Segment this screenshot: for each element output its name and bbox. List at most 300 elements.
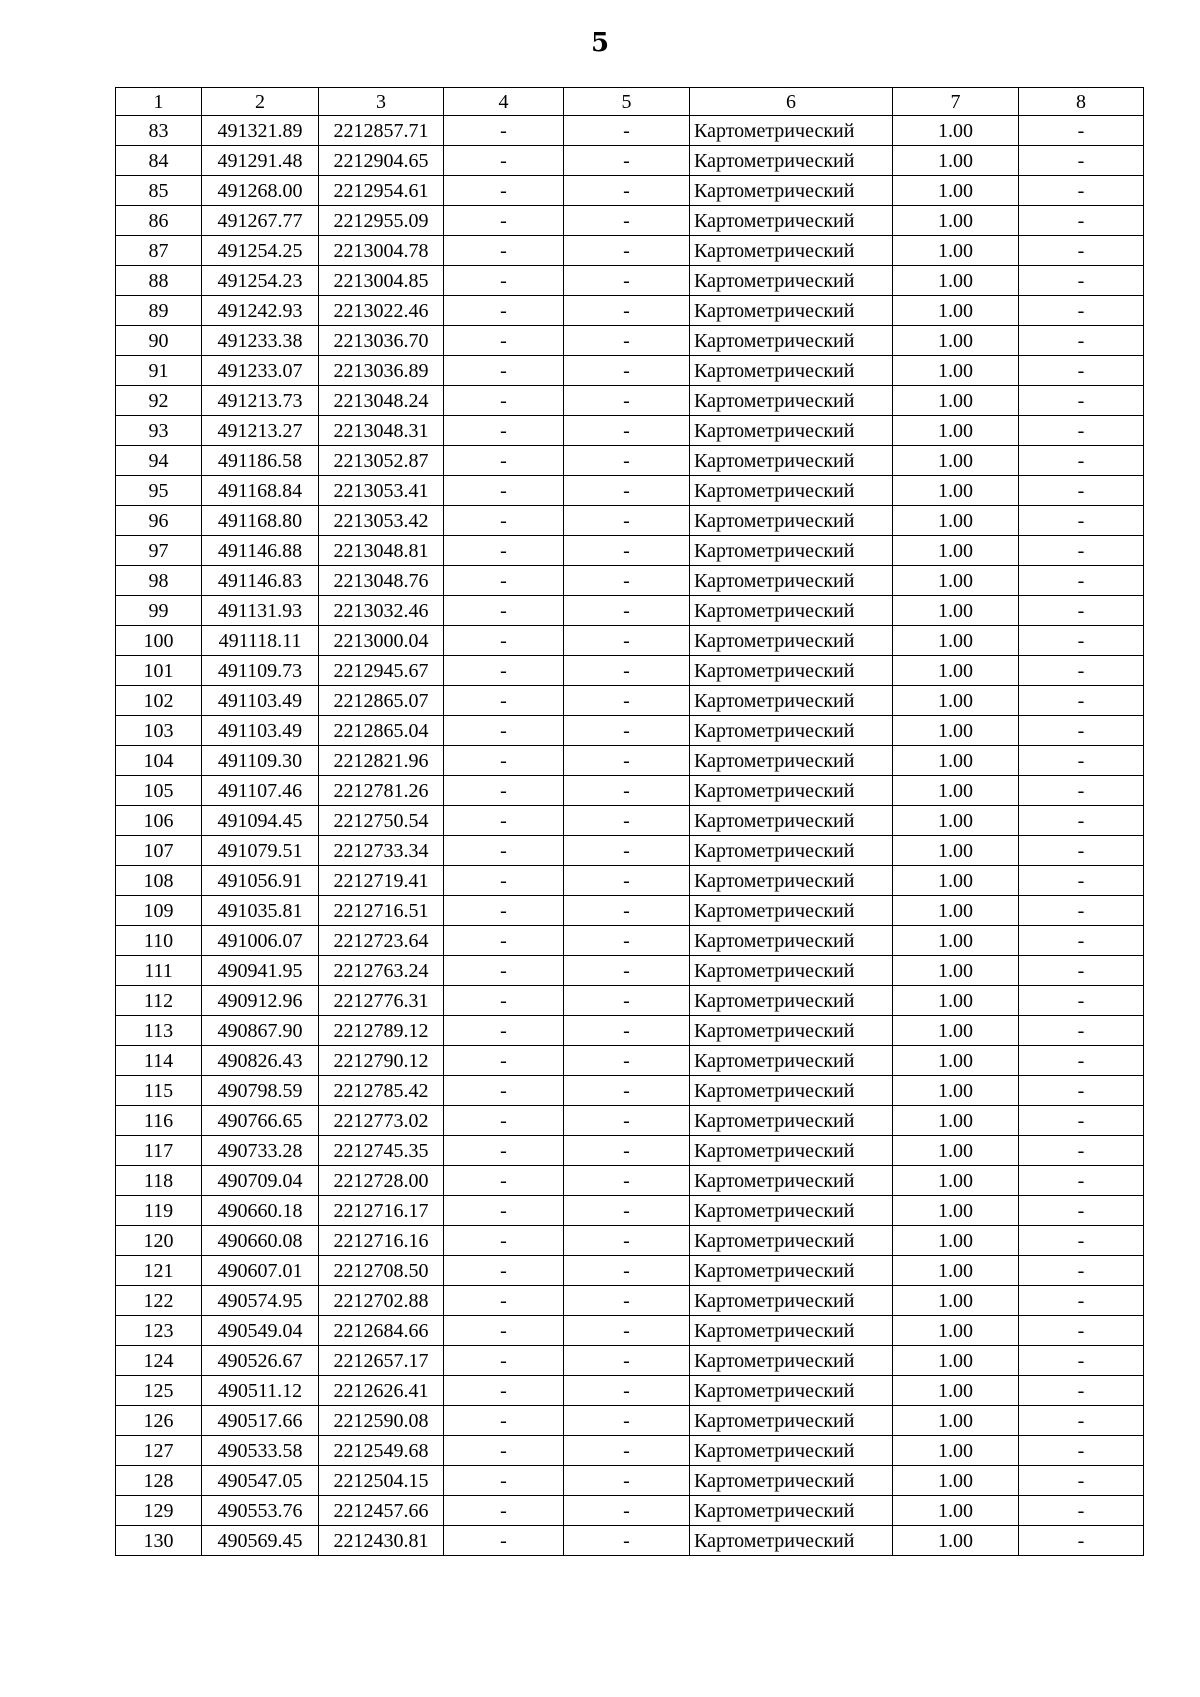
x-coordinate-cell: 490733.28 [202,1136,319,1166]
point-number-cell: 85 [116,176,202,206]
column-8-cell: - [1019,1196,1144,1226]
method-cell: Картометрический [690,896,893,926]
column-4-cell: - [444,566,564,596]
x-coordinate-cell: 490526.67 [202,1346,319,1376]
precision-cell: 1.00 [893,1226,1019,1256]
point-number-cell: 83 [116,116,202,146]
column-4-cell: - [444,1526,564,1556]
table-row [116,836,1144,866]
column-8-cell: - [1019,446,1144,476]
x-coordinate-cell: 491254.25 [202,236,319,266]
y-coordinate-cell: 2212781.26 [319,776,444,806]
column-4-cell: - [444,866,564,896]
column-8-cell: - [1019,956,1144,986]
table-row [116,626,1144,656]
y-coordinate-cell: 2212763.24 [319,956,444,986]
method-cell: Картометрический [690,236,893,266]
column-5-cell: - [564,1106,690,1136]
method-cell: Картометрический [690,506,893,536]
point-number-cell: 103 [116,716,202,746]
point-number-cell: 109 [116,896,202,926]
table-row [116,1496,1144,1526]
method-cell: Картометрический [690,116,893,146]
table-row [116,566,1144,596]
table-row [116,896,1144,926]
page-number: 5 [590,28,610,58]
point-number-cell: 126 [116,1406,202,1436]
point-number-cell: 118 [116,1166,202,1196]
point-number-cell: 120 [116,1226,202,1256]
column-header-4: 4 [444,88,564,116]
point-number-cell: 95 [116,476,202,506]
point-number-cell: 119 [116,1196,202,1226]
table-row [116,1316,1144,1346]
column-5-cell: - [564,986,690,1016]
point-number-cell: 117 [116,1136,202,1166]
y-coordinate-cell: 2212626.41 [319,1376,444,1406]
y-coordinate-cell: 2212716.16 [319,1226,444,1256]
y-coordinate-cell: 2212750.54 [319,806,444,836]
method-cell: Картометрический [690,416,893,446]
point-number-cell: 98 [116,566,202,596]
precision-cell: 1.00 [893,266,1019,296]
column-8-cell: - [1019,776,1144,806]
precision-cell: 1.00 [893,1136,1019,1166]
table-row [116,1376,1144,1406]
column-8-cell: - [1019,1076,1144,1106]
x-coordinate-cell: 490547.05 [202,1466,319,1496]
table-row [116,1046,1144,1076]
column-5-cell: - [564,476,690,506]
point-number-cell: 125 [116,1376,202,1406]
precision-cell: 1.00 [893,416,1019,446]
table-row [116,1406,1144,1436]
y-coordinate-cell: 2212728.00 [319,1166,444,1196]
table-row [116,1136,1144,1166]
x-coordinate-cell: 490549.04 [202,1316,319,1346]
y-coordinate-cell: 2212719.41 [319,866,444,896]
column-8-cell: - [1019,266,1144,296]
point-number-cell: 116 [116,1106,202,1136]
column-4-cell: - [444,266,564,296]
table-row [116,1106,1144,1136]
method-cell: Картометрический [690,836,893,866]
x-coordinate-cell: 490766.65 [202,1106,319,1136]
column-4-cell: - [444,1376,564,1406]
x-coordinate-cell: 491242.93 [202,296,319,326]
column-8-cell: - [1019,296,1144,326]
precision-cell: 1.00 [893,986,1019,1016]
method-cell: Картометрический [690,536,893,566]
column-5-cell: - [564,1376,690,1406]
y-coordinate-cell: 2213048.31 [319,416,444,446]
y-coordinate-cell: 2213036.89 [319,356,444,386]
x-coordinate-cell: 491213.27 [202,416,319,446]
column-8-cell: - [1019,1376,1144,1406]
table-row [116,356,1144,386]
y-coordinate-cell: 2213053.41 [319,476,444,506]
precision-cell: 1.00 [893,146,1019,176]
x-coordinate-cell: 491267.77 [202,206,319,236]
precision-cell: 1.00 [893,836,1019,866]
column-4-cell: - [444,116,564,146]
table-row [116,386,1144,416]
column-8-cell: - [1019,386,1144,416]
precision-cell: 1.00 [893,656,1019,686]
column-4-cell: - [444,626,564,656]
precision-cell: 1.00 [893,506,1019,536]
method-cell: Картометрический [690,1466,893,1496]
precision-cell: 1.00 [893,776,1019,806]
x-coordinate-cell: 490826.43 [202,1046,319,1076]
x-coordinate-cell: 491109.73 [202,656,319,686]
column-5-cell: - [564,1436,690,1466]
column-8-cell: - [1019,1016,1144,1046]
point-number-cell: 110 [116,926,202,956]
method-cell: Картометрический [690,1016,893,1046]
precision-cell: 1.00 [893,746,1019,776]
column-5-cell: - [564,1016,690,1046]
column-5-cell: - [564,566,690,596]
x-coordinate-cell: 490553.76 [202,1496,319,1526]
method-cell: Картометрический [690,176,893,206]
y-coordinate-cell: 2213000.04 [319,626,444,656]
column-5-cell: - [564,836,690,866]
x-coordinate-cell: 491146.83 [202,566,319,596]
x-coordinate-cell: 490569.45 [202,1526,319,1556]
column-5-cell: - [564,1076,690,1106]
table-row [116,416,1144,446]
method-cell: Картометрический [690,1346,893,1376]
column-4-cell: - [444,146,564,176]
column-4-cell: - [444,776,564,806]
column-4-cell: - [444,926,564,956]
table-row [116,206,1144,236]
x-coordinate-cell: 490941.95 [202,956,319,986]
column-4-cell: - [444,836,564,866]
column-4-cell: - [444,1256,564,1286]
column-5-cell: - [564,356,690,386]
column-4-cell: - [444,476,564,506]
precision-cell: 1.00 [893,1496,1019,1526]
table-row [116,746,1144,776]
point-number-cell: 105 [116,776,202,806]
table-row [116,1016,1144,1046]
point-number-cell: 107 [116,836,202,866]
column-8-cell: - [1019,1526,1144,1556]
column-5-cell: - [564,806,690,836]
column-8-cell: - [1019,236,1144,266]
precision-cell: 1.00 [893,446,1019,476]
x-coordinate-cell: 491268.00 [202,176,319,206]
point-number-cell: 96 [116,506,202,536]
point-number-cell: 87 [116,236,202,266]
precision-cell: 1.00 [893,1466,1019,1496]
x-coordinate-cell: 490511.12 [202,1376,319,1406]
y-coordinate-cell: 2212702.88 [319,1286,444,1316]
column-8-cell: - [1019,866,1144,896]
table-row [116,986,1144,1016]
x-coordinate-cell: 491168.80 [202,506,319,536]
point-number-cell: 101 [116,656,202,686]
table-row [116,1436,1144,1466]
y-coordinate-cell: 2213004.78 [319,236,444,266]
method-cell: Картометрический [690,1226,893,1256]
y-coordinate-cell: 2212657.17 [319,1346,444,1376]
column-5-cell: - [564,1406,690,1436]
column-8-cell: - [1019,1466,1144,1496]
method-cell: Картометрический [690,716,893,746]
x-coordinate-cell: 491254.23 [202,266,319,296]
table-row [116,806,1144,836]
table-row [116,1256,1144,1286]
y-coordinate-cell: 2212789.12 [319,1016,444,1046]
column-4-cell: - [444,536,564,566]
method-cell: Картометрический [690,686,893,716]
x-coordinate-cell: 491291.48 [202,146,319,176]
x-coordinate-cell: 490517.66 [202,1406,319,1436]
precision-cell: 1.00 [893,326,1019,356]
table-row [116,266,1144,296]
x-coordinate-cell: 490912.96 [202,986,319,1016]
column-8-cell: - [1019,806,1144,836]
precision-cell: 1.00 [893,176,1019,206]
point-number-cell: 90 [116,326,202,356]
precision-cell: 1.00 [893,1196,1019,1226]
column-4-cell: - [444,1406,564,1436]
column-4-cell: - [444,1106,564,1136]
method-cell: Картометрический [690,1376,893,1406]
method-cell: Картометрический [690,866,893,896]
point-number-cell: 108 [116,866,202,896]
method-cell: Картометрический [690,1496,893,1526]
table-row [116,1286,1144,1316]
precision-cell: 1.00 [893,1166,1019,1196]
point-number-cell: 123 [116,1316,202,1346]
column-4-cell: - [444,176,564,206]
column-5-cell: - [564,416,690,446]
column-8-cell: - [1019,896,1144,926]
table-row [116,536,1144,566]
precision-cell: 1.00 [893,1016,1019,1046]
table-row [116,1226,1144,1256]
column-8-cell: - [1019,1406,1144,1436]
table-row [116,656,1144,686]
column-4-cell: - [444,386,564,416]
column-5-cell: - [564,926,690,956]
column-5-cell: - [564,776,690,806]
y-coordinate-cell: 2212716.17 [319,1196,444,1226]
column-5-cell: - [564,956,690,986]
column-header-5: 5 [564,88,690,116]
precision-cell: 1.00 [893,476,1019,506]
method-cell: Картометрический [690,926,893,956]
x-coordinate-cell: 491118.11 [202,626,319,656]
column-5-cell: - [564,296,690,326]
column-8-cell: - [1019,626,1144,656]
column-4-cell: - [444,1136,564,1166]
x-coordinate-cell: 491233.38 [202,326,319,356]
y-coordinate-cell: 2212785.42 [319,1076,444,1106]
precision-cell: 1.00 [893,116,1019,146]
precision-cell: 1.00 [893,596,1019,626]
y-coordinate-cell: 2212955.09 [319,206,444,236]
column-4-cell: - [444,656,564,686]
y-coordinate-cell: 2213048.81 [319,536,444,566]
y-coordinate-cell: 2212954.61 [319,176,444,206]
point-number-cell: 111 [116,956,202,986]
x-coordinate-cell: 491056.91 [202,866,319,896]
y-coordinate-cell: 2212745.35 [319,1136,444,1166]
column-8-cell: - [1019,1436,1144,1466]
method-cell: Картометрический [690,1436,893,1466]
method-cell: Картометрический [690,1286,893,1316]
column-8-cell: - [1019,206,1144,236]
y-coordinate-cell: 2212865.07 [319,686,444,716]
column-8-cell: - [1019,176,1144,206]
column-4-cell: - [444,206,564,236]
y-coordinate-cell: 2212430.81 [319,1526,444,1556]
method-cell: Картометрический [690,356,893,386]
point-number-cell: 92 [116,386,202,416]
precision-cell: 1.00 [893,1106,1019,1136]
column-8-cell: - [1019,1046,1144,1076]
precision-cell: 1.00 [893,356,1019,386]
column-4-cell: - [444,1016,564,1046]
method-cell: Картометрический [690,1106,893,1136]
x-coordinate-cell: 491079.51 [202,836,319,866]
column-8-cell: - [1019,1286,1144,1316]
method-cell: Картометрический [690,1076,893,1106]
column-8-cell: - [1019,1346,1144,1376]
column-5-cell: - [564,236,690,266]
column-4-cell: - [444,956,564,986]
y-coordinate-cell: 2212945.67 [319,656,444,686]
column-4-cell: - [444,1316,564,1346]
precision-cell: 1.00 [893,386,1019,416]
method-cell: Картометрический [690,986,893,1016]
point-number-cell: 113 [116,1016,202,1046]
y-coordinate-cell: 2212904.65 [319,146,444,176]
column-5-cell: - [564,716,690,746]
table-row [116,776,1144,806]
column-header-1: 1 [116,88,202,116]
column-4-cell: - [444,326,564,356]
column-header-2: 2 [202,88,319,116]
point-number-cell: 91 [116,356,202,386]
point-number-cell: 99 [116,596,202,626]
method-cell: Картометрический [690,746,893,776]
table-row [116,926,1144,956]
column-5-cell: - [564,116,690,146]
column-4-cell: - [444,296,564,326]
precision-cell: 1.00 [893,926,1019,956]
x-coordinate-cell: 490607.01 [202,1256,319,1286]
column-4-cell: - [444,1496,564,1526]
table-row [116,326,1144,356]
column-header-7: 7 [893,88,1019,116]
x-coordinate-cell: 491094.45 [202,806,319,836]
y-coordinate-cell: 2213053.42 [319,506,444,536]
x-coordinate-cell: 491321.89 [202,116,319,146]
column-5-cell: - [564,596,690,626]
y-coordinate-cell: 2213048.24 [319,386,444,416]
method-cell: Картометрический [690,326,893,356]
column-8-cell: - [1019,1166,1144,1196]
method-cell: Картометрический [690,386,893,416]
column-5-cell: - [564,1136,690,1166]
method-cell: Картометрический [690,206,893,236]
method-cell: Картометрический [690,1256,893,1286]
column-5-cell: - [564,446,690,476]
table-row [116,956,1144,986]
x-coordinate-cell: 491109.30 [202,746,319,776]
x-coordinate-cell: 490574.95 [202,1286,319,1316]
column-8-cell: - [1019,506,1144,536]
table-row [116,116,1144,146]
method-cell: Картометрический [690,296,893,326]
column-4-cell: - [444,986,564,1016]
y-coordinate-cell: 2213032.46 [319,596,444,626]
x-coordinate-cell: 490660.18 [202,1196,319,1226]
precision-cell: 1.00 [893,566,1019,596]
precision-cell: 1.00 [893,1286,1019,1316]
method-cell: Картометрический [690,806,893,836]
table-row [116,1346,1144,1376]
coordinates-table [115,87,1144,1556]
column-8-cell: - [1019,1106,1144,1136]
y-coordinate-cell: 2212723.64 [319,926,444,956]
table-row [116,476,1144,506]
method-cell: Картометрический [690,266,893,296]
column-5-cell: - [564,326,690,356]
precision-cell: 1.00 [893,956,1019,986]
column-5-cell: - [564,686,690,716]
precision-cell: 1.00 [893,866,1019,896]
column-header-3: 3 [319,88,444,116]
point-number-cell: 129 [116,1496,202,1526]
precision-cell: 1.00 [893,1256,1019,1286]
x-coordinate-cell: 491186.58 [202,446,319,476]
column-4-cell: - [444,356,564,386]
x-coordinate-cell: 490709.04 [202,1166,319,1196]
table-row [116,236,1144,266]
method-cell: Картометрический [690,1406,893,1436]
table-row [116,1076,1144,1106]
x-coordinate-cell: 490798.59 [202,1076,319,1106]
table-row [116,296,1144,326]
point-number-cell: 122 [116,1286,202,1316]
column-5-cell: - [564,1046,690,1076]
y-coordinate-cell: 2212549.68 [319,1436,444,1466]
table-row [116,1466,1144,1496]
table-row [116,1166,1144,1196]
column-8-cell: - [1019,146,1144,176]
table-row [116,596,1144,626]
precision-cell: 1.00 [893,1436,1019,1466]
point-number-cell: 86 [116,206,202,236]
table-row [116,1196,1144,1226]
method-cell: Картометрический [690,656,893,686]
point-number-cell: 124 [116,1346,202,1376]
y-coordinate-cell: 2212773.02 [319,1106,444,1136]
x-coordinate-cell: 491103.49 [202,686,319,716]
method-cell: Картометрический [690,596,893,626]
point-number-cell: 104 [116,746,202,776]
point-number-cell: 130 [116,1526,202,1556]
column-8-cell: - [1019,1496,1144,1526]
table-row [116,686,1144,716]
